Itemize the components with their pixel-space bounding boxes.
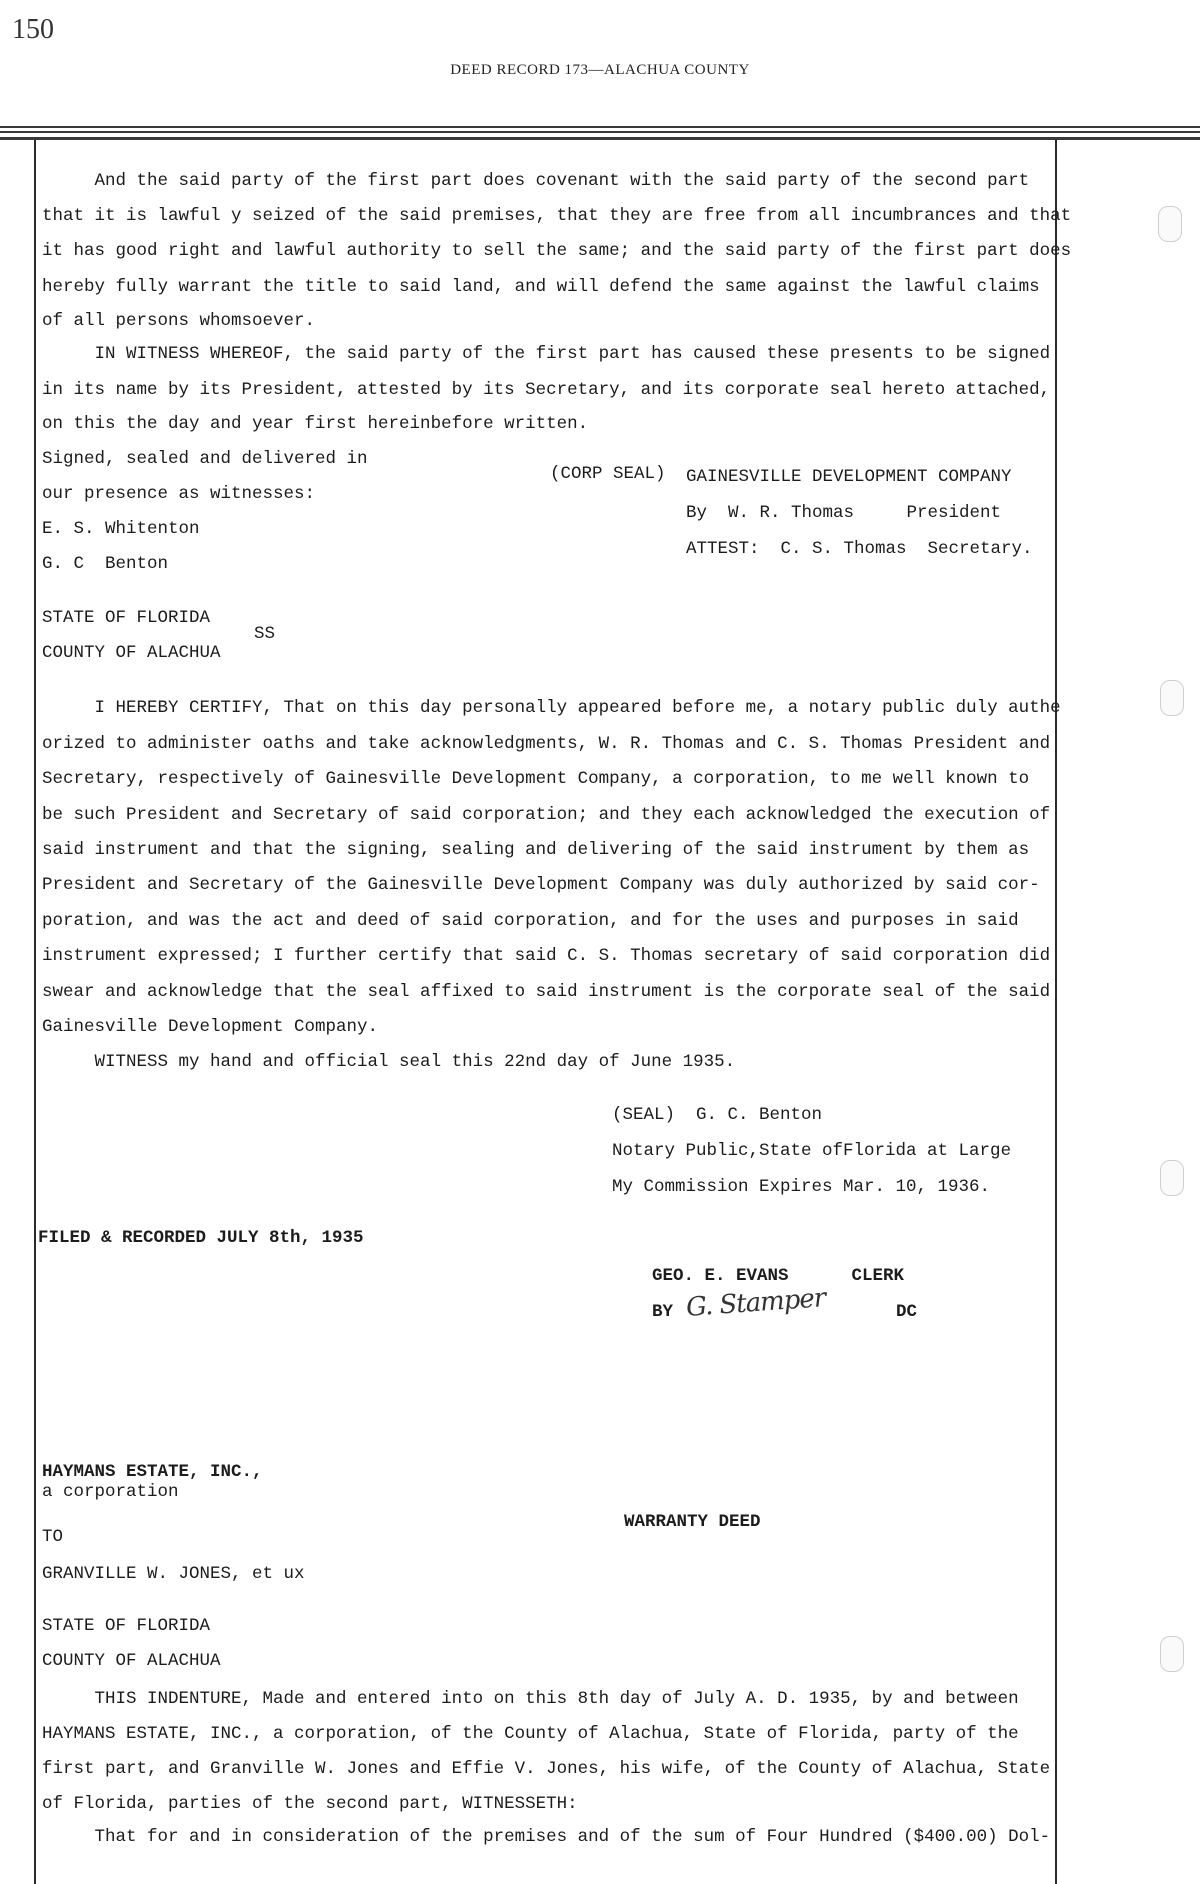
certify-line: Gainesville Development Company. [42,1017,379,1037]
signed-line: Signed, sealed and delivered in [42,449,368,469]
ss-label: SS [254,624,276,644]
running-title: DEED RECORD 173—ALACHUA COUNTY [450,62,750,78]
covenant-line: And the said party of the first part does covenant with the said party of the second part [42,171,1030,191]
certify-line: be such President and Secretary of said corporation; and they each acknowledged the execution of [42,805,1051,825]
clerk-line: GEO. E. EVANS CLERK [652,1266,905,1286]
county-label: COUNTY OF ALACHUA [42,643,221,663]
county-label: COUNTY OF ALACHUA [42,1651,221,1671]
covenant-line: hereby fully warrant the title to said land, and will defend the same against the lawful claims [42,277,1040,297]
certify-line: I HEREBY CERTIFY, That on this day personally appeared before me, a notary public duly authe [42,698,1061,718]
witness-whereof-line: on this the day and year first hereinbefore written. [42,414,589,434]
certify-line: said instrument and that the signing, sealing and delivering of the said instrument by them as [42,840,1030,860]
binder-hole-mark [1158,206,1182,242]
covenant-line: of all persons whomsoever. [42,311,316,331]
header-rule-top [0,126,1200,128]
notary-line: (SEAL) G. C. Benton [612,1105,823,1125]
witness-name: G. C Benton [42,554,169,574]
binder-hole-mark [1160,1160,1184,1196]
indenture-line: That for and in consideration of the premises and of the sum of Four Hundred ($400.00) Dol- [42,1827,1051,1847]
indenture-line: of Florida, parties of the second part, WITNESSETH: [42,1794,578,1814]
filed-recorded: FILED & RECORDED JULY 8th, 1935 [38,1228,364,1248]
certify-line: swear and acknowledge that the seal affixed to said instrument is the corporate seal of the said [42,982,1051,1002]
header-rule-mid [0,131,1200,133]
clerk-dc: DC [896,1302,918,1322]
certify-line: President and Secretary of the Gainesville Development Company was duly authorized by said cor- [42,875,1040,895]
state-label: STATE OF FLORIDA [42,1616,211,1636]
company-line: By W. R. Thomas President [686,503,1002,523]
witness-whereof-line: IN WITNESS WHEREOF, the said party of the first part has caused these presents to be signed [42,344,1051,364]
indenture-line: HAYMANS ESTATE, INC., a corporation, of the County of Alachua, State of Florida, party of the [42,1724,1019,1744]
grantor-type: a corporation [42,1482,179,1502]
witness-name: E. S. Whitenton [42,519,200,539]
indenture-line: first part, and Granville W. Jones and Effie V. Jones, his wife, of the County of Alachua, State [42,1759,1051,1779]
witness-whereof-line: in its name by its President, attested by its Secretary, and its corporate seal hereto attached, [42,380,1051,400]
binder-hole-mark [1160,1636,1184,1672]
company-line: GAINESVILLE DEVELOPMENT COMPANY [686,467,1012,487]
grantee-name: GRANVILLE W. JONES, et ux [42,1564,305,1584]
binder-hole-mark [1160,680,1184,716]
grantor-name: HAYMANS ESTATE, INC., [42,1462,263,1482]
deputy-clerk-signature: G. Stamper [685,1283,827,1323]
to-label: TO [42,1527,64,1547]
deed-title: WARRANTY DEED [624,1512,761,1532]
witness-hand-line: WITNESS my hand and official seal this 22nd day of June 1935. [42,1052,736,1072]
certify-line: orized to administer oaths and take acknowledgments, W. R. Thomas and C. S. Thomas President and [42,734,1051,754]
corp-seal-label: (CORP SEAL) [550,464,666,484]
clerk-by: BY [652,1302,674,1322]
covenant-line: that it is lawful y seized of the said premises, that they are free from all incumbrances and that [42,206,1072,226]
notary-line: My Commission Expires Mar. 10, 1936. [612,1177,991,1197]
certify-line: poration, and was the act and deed of said corporation, and for the uses and purposes in said [42,911,1019,931]
company-line: ATTEST: C. S. Thomas Secretary. [686,539,1033,559]
covenant-line: it has good right and lawful authority to sell the same; and the said party of the first part does [42,241,1072,261]
state-label: STATE OF FLORIDA [42,608,211,628]
certify-line: Secretary, respectively of Gainesville Development Company, a corporation, to me well known to [42,769,1030,789]
signed-line: our presence as witnesses: [42,484,316,504]
right-margin-line [1055,140,1057,1884]
notary-line: Notary Public,State ofFlorida at Large [612,1141,1012,1161]
indenture-line: THIS INDENTURE, Made and entered into on this 8th day of July A. D. 1935, by and between [42,1689,1019,1709]
left-margin-line [34,140,36,1884]
page-number: 150 [12,14,54,45]
certify-line: instrument expressed; I further certify that said C. S. Thomas secretary of said corporation did [42,946,1051,966]
header-rule-bottom [0,137,1200,140]
